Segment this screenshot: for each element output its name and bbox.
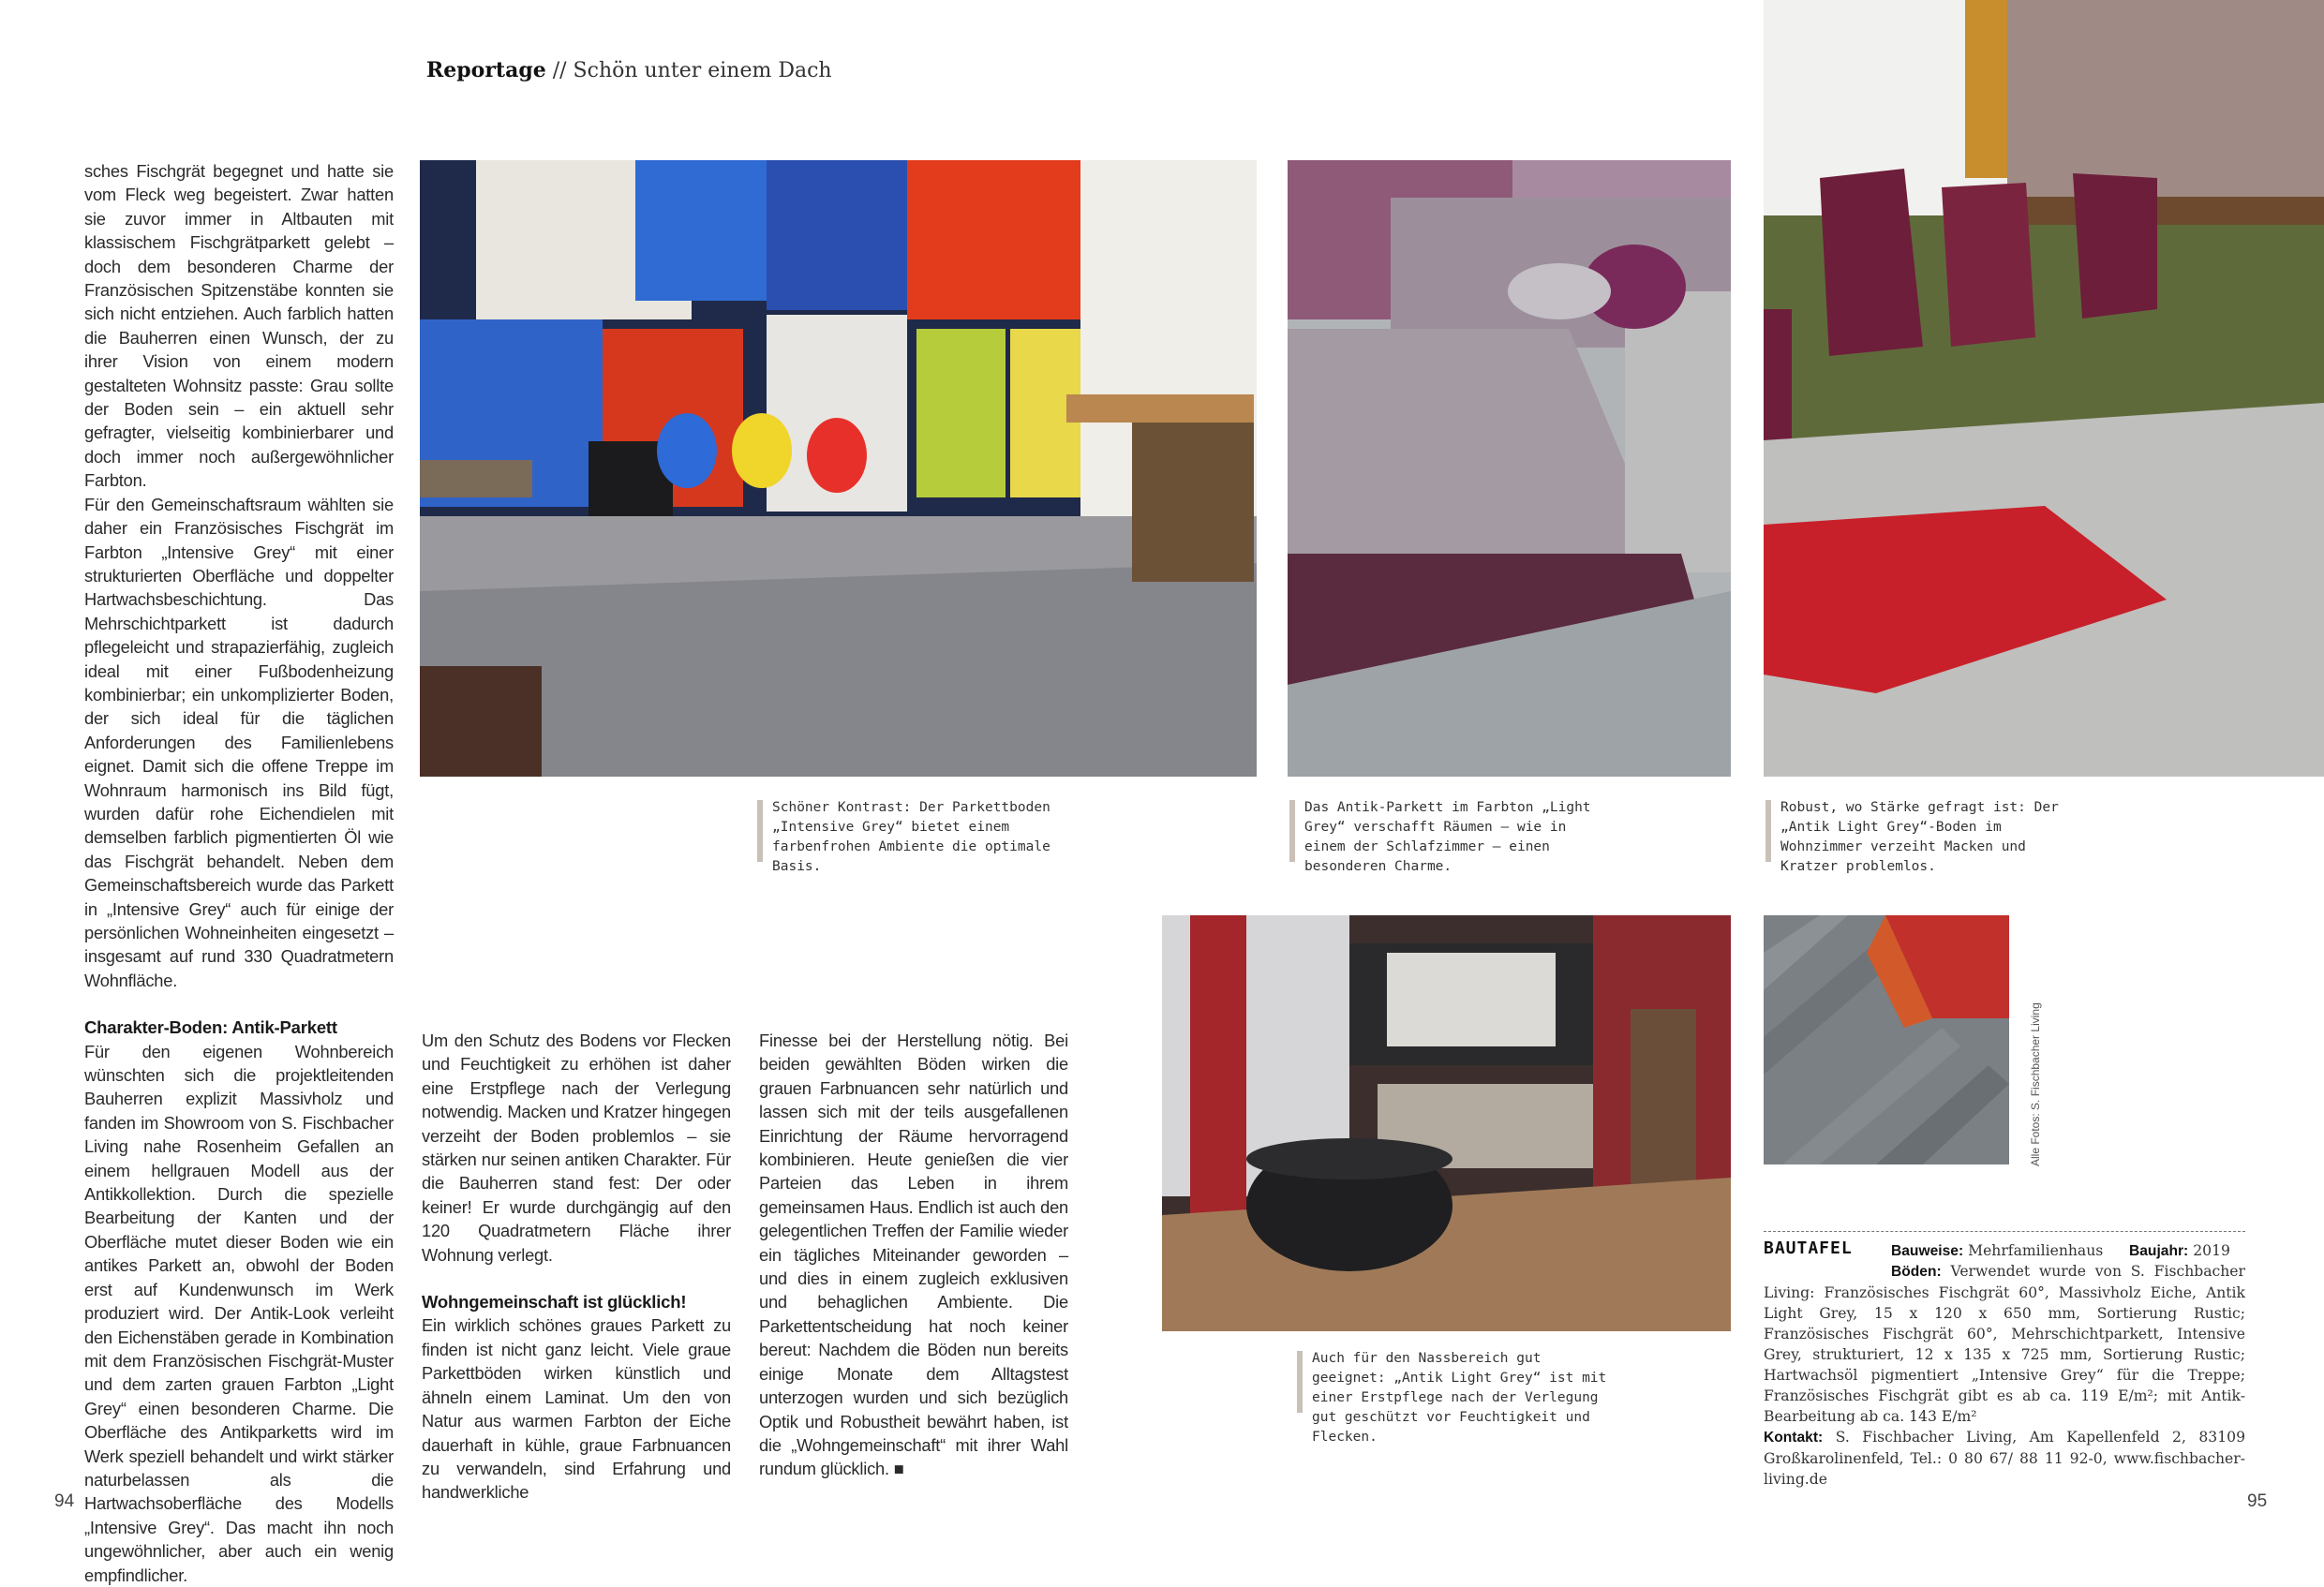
caption-bar	[1765, 800, 1771, 862]
bauweise-label: Bauweise:	[1891, 1243, 1964, 1259]
caption-bar	[757, 800, 763, 862]
boeden-label: Böden:	[1891, 1264, 1942, 1280]
paragraph: Um den Schutz des Bodens vor Flecken und Feuchtigkeit zu erhöhen ist daher eine Erstpflege nach der Verlegung notwendig. Macken und Kratzer hingegen verzeiht der Boden problemlos – sie stärken nur seinen antiken Charakter. Für die Bauherren stand fest: Der oder keiner! Er wurde durchgängig auf den 120 Quadratmetern Fläche ihrer Wohnung verlegt.	[422, 1031, 731, 1265]
page-number-left: 94	[54, 1491, 75, 1511]
header-title: Schön unter einem Dach	[573, 59, 832, 82]
divider	[1764, 1231, 2245, 1232]
paragraph: sches Fischgrät begegnet und hatte sie vom Fleck weg begeistert. Zwar hatten sie zuvor immer in Altbauten mit klassischem Fischgrätparkett gelebt – doch dem besonderen Charme der Französischen Spitzenstäbe konnten sie sich nicht entziehen. Auch farblich hatten die Bauherren einen Wunsch, der zu ihrer Vision von einem modern gestalteten Wohnsitz passte: Grau sollte der Boden sein – ein aktuell sehr gefragter, vielseitig kombinierbarer und doch immer noch außergewöhnlicher Farbton.	[84, 161, 394, 491]
paragraph: Für den Gemeinschaftsraum wählten sie daher ein Französisches Fischgrät im Farbton „Intensive Grey“ mit einer strukturierten Oberfläche und doppelter Hartwachsbeschichtung. Das Mehrschichtparkett ist dadurch pflegeleicht und strapazierfähig, zugleich ideal mit einer Fußbodenheizung kombinierbar; ein unkomplizierter Boden, der sich ideal für die täglichen Anforderungen des Familienlebens eignet. Damit sich die offene Treppe im Wohnraum harmonisch ins Bild fügt, wurden dafür rohe Eichendielen mit demselben farblich pigmentierten Öl wie das Fischgrät behandelt. Neben dem Gemeinschaftsbereich wurde das Parkett in „Intensive Grey“ auch für einige der persönlichen Wohneinheiten eingesetzt – insgesamt auf rund 330 Quadratmetern Wohnfläche.	[84, 494, 394, 990]
text-column-1	[84, 159, 394, 1587]
photo-dining-room	[1764, 0, 2324, 777]
header-separator: //	[545, 59, 574, 82]
subheading: Charakter-Boden: Antik-Parkett	[84, 1017, 337, 1038]
photo-parquet-detail	[1764, 915, 2009, 1164]
text-column-3	[759, 1029, 1068, 1481]
photo-bathroom	[1162, 915, 1731, 1331]
caption-text: Schöner Kontrast: Der Parkettboden „Intensive Grey“ bietet einem farbenfrohen Ambiente die optimale Basis.	[772, 800, 1050, 874]
running-header	[426, 58, 832, 82]
boeden-value: Verwendet wurde von S. Fischbacher Living: Französisches Fischgrät 60°, Massivholz Eiche, Antik Light Grey, 15 x 120 x 650 mm, Sortierung Rustic; Französisches Fischgrät 60°, Mehrschichtparkett, Intensive Grey, strukturiert, 12 x 135 x 725 mm, Sortierung Rustic; Hartwachsöl pigmentiert „Intensive Grey“ für die Treppe; Französisches Fischgrät gibt es ab ca. 119 E/m²; mit Antik-Bearbeitung ab ca. 143 E/m²	[1764, 1263, 2245, 1425]
photo-bedroom	[1288, 160, 1731, 777]
caption-bar	[1289, 800, 1295, 862]
caption-bar	[1297, 1351, 1303, 1413]
text-column-2	[422, 1029, 731, 1505]
page-number-right: 95	[2247, 1491, 2268, 1511]
caption-text: Auch für den Nassbereich gut geeignet: „Antik Light Grey“ ist mit einer Erstpflege nach der Verlegung gut geschützt vor Feuchtigkeit und Flecken.	[1312, 1351, 1607, 1445]
paragraph: Ein wirklich schönes graues Parkett zu finden ist nicht ganz leicht. Viele graue Parkettböden wirken künstlich und ähneln einem Laminat. Um den von Natur aus warmen Farbton der Eiche dauerhaft in kühle, graue Farbnuancen zu verwandeln, sind Erfahrung und handwerkliche	[422, 1315, 731, 1503]
caption-dining-room	[1765, 798, 2090, 877]
caption-bedroom	[1289, 798, 1614, 877]
bautafel-title: BAUTAFEL	[1764, 1238, 1853, 1258]
section-name: Reportage	[426, 58, 546, 82]
kontakt-value: S. Fischbacher Living, Am Kapellenfeld 2, 83109 Großkarolinenfeld, Tel.: 0 80 67/ 88 11 92-0, www.fischbacher-living.de	[1764, 1429, 2245, 1488]
photo-living-room	[420, 160, 1257, 777]
baujahr-value: 2019	[2193, 1242, 2230, 1259]
caption-bathroom	[1297, 1349, 1621, 1447]
paragraph: Finesse bei der Herstellung nötig. Bei beiden gewählten Böden wirken die grauen Farbnuancen sehr natürlich und lassen sich mit der teils ausgefallenen Einrichtung der Räume hervorragend kombinieren. Heute genießen die vier Parteien das Leben in ihrem gemeinsamen Haus. Endlich ist auch den gelegentlichen Treffen der Familie wieder ein tägliches Miteinander geworden – und dies in einem zugleich exklusiven und behaglichen Ambiente. Die Parkettentscheidung hat noch keiner bereut: Nachdem die Böden nun bereits einige Monate dem Alltagstest unterzogen wurden und sich bezüglich Optik und Robustheit bewährt haben, ist die „Wohngemeinschaft“ mit ihrer Wahl rundum glücklich. ■	[759, 1031, 1068, 1479]
kontakt-label: Kontakt:	[1764, 1430, 1824, 1446]
caption-text: Robust, wo Stärke gefragt ist: Der „Antik Light Grey“-Boden im Wohnzimmer verzeiht Macken und Kratzer problemlos.	[1780, 800, 2059, 874]
caption-text: Das Antik-Parkett im Farbton „Light Grey“ verschafft Räumen – wie in einem der Schlafzimmer – einen besonderen Charme.	[1304, 800, 1591, 874]
paragraph: Für den eigenen Wohnbereich wünschten sich die projektleitenden Bauherren explizit Massivholz und fanden im Showroom von S. Fischbacher Living nahe Rosenheim Gefallen an einem hellgrauen Modell aus der Antikkollektion. Durch die spezielle Bearbeitung der Kanten und der Oberfläche mutet dieser Boden wie ein antikes Parkett an, obwohl der Boden erst auf Kundenwunsch im Werk produziert wird. Der Antik-Look verleiht den Eichenstäben gerade in Kombination mit dem Französischen Fischgrät-Muster und dem zarten grauen Farbton „Light Grey“ einen besonderen Charme. Die Oberfläche des Antikparketts wird im Werk speziell behandelt und wirkt stärker naturbelassen als die Hartwachsoberfläche des Modells „Intensive Grey“. Das macht ihn noch ungewöhnlicher, aber auch ein wenig empfindlicher.	[84, 1041, 394, 1585]
baujahr-label: Baujahr:	[2129, 1243, 2189, 1259]
photo-credit: Alle Fotos: S. Fischbacher Living	[2029, 1002, 2042, 1166]
caption-living-room	[757, 798, 1081, 877]
bauweise-value: Mehrfamilienhaus	[1968, 1242, 2104, 1259]
subheading: Wohngemeinschaft ist glücklich!	[422, 1292, 687, 1313]
